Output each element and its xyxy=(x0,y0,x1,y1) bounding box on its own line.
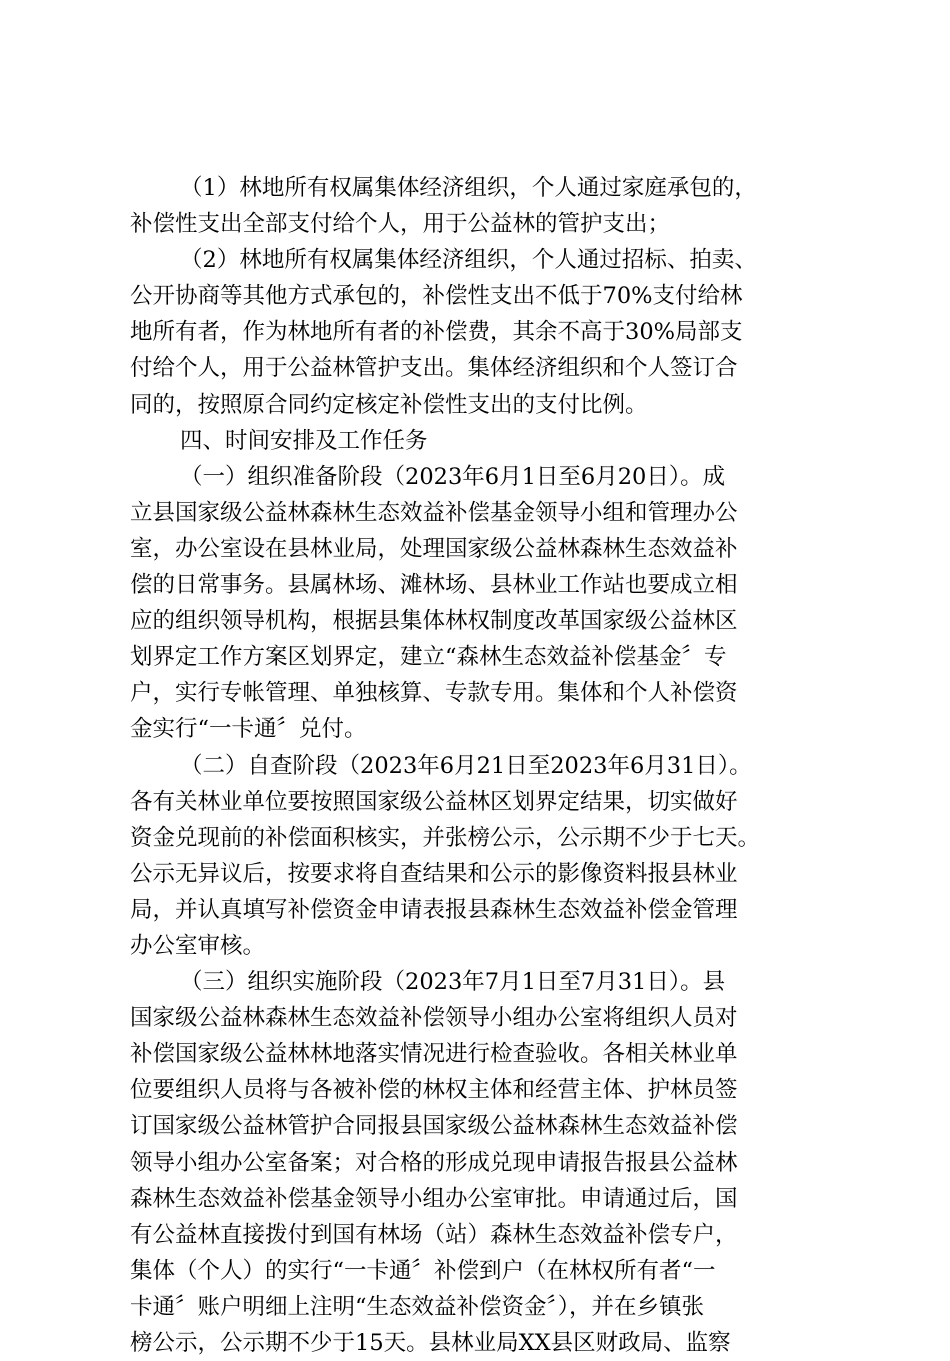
text-line: 各有关林业单位要按照国家级公益林区划界定结果，切实做好 xyxy=(130,788,738,815)
text-line: 卡通〞账户明细上注明“生态效益补偿资金〞），并在乡镇张 xyxy=(130,1293,705,1320)
text-line: 有公益林直接拨付到国有林场（站）森林生态效益补偿专户， xyxy=(130,1221,738,1248)
text-line: （1）林地所有权属集体经济组织，个人通过家庭承包的， xyxy=(180,175,757,201)
text-line: 金实行“一卡通〞兑付。 xyxy=(130,716,367,743)
document-body xyxy=(130,170,850,1361)
text-line: 集体（个人）的实行“一卡通〞补偿到户（在林权所有者“一 xyxy=(130,1257,716,1284)
text-line: 补偿性支出全部支付给个人，用于公益林的管护支出； xyxy=(130,211,671,238)
text-line: 位要组织人员将与各被补偿的林权主体和经营主体、护林员签 xyxy=(130,1077,738,1104)
section-heading: 四、时间安排及工作任务 xyxy=(180,427,428,454)
text-line: 户，实行专帐管理、单独核算、专款专用。集体和个人补偿资 xyxy=(130,680,738,707)
text-line: 地所有者，作为林地所有者的补偿费，其余不高于30%局部支 xyxy=(130,319,743,346)
text-line: （三）组织实施阶段（2023年7月1日至7月31日）。县 xyxy=(180,969,726,996)
text-line: 资金兑现前的补偿面积核实，并张榜公示，公示期不少于七天。 xyxy=(130,824,761,851)
text-line: 划界定工作方案区划界定，建立“森林生态效益补偿基金〞专 xyxy=(130,644,727,671)
text-line: （2）林地所有权属集体经济组织，个人通过招标、拍卖、 xyxy=(180,247,757,274)
text-line: （二）自查阶段（2023年6月21日至2023年6月31日）。 xyxy=(180,752,752,779)
text-line: 国家级公益林森林生态效益补偿领导小组办公室将组织人员对 xyxy=(130,1005,738,1032)
text-line: 付给个人，用于公益林管护支出。集体经济组织和个人签订合 xyxy=(130,355,738,382)
text-line: 公开协商等其他方式承包的，补偿性支出不低于70%支付给林 xyxy=(130,283,743,310)
text-line: 领导小组办公室备案；对合格的形成兑现申请报告报县公益林 xyxy=(130,1149,738,1176)
text-line: 室，办公室设在县林业局，处理国家级公益林森林生态效益补 xyxy=(130,535,738,562)
text-line: 订国家级公益林管护合同报县国家级公益林森林生态效益补偿 xyxy=(130,1113,738,1140)
text-line: 同的，按照原合同约定核定补偿性支出的支付比例。 xyxy=(130,391,648,418)
text-line: 立县国家级公益林森林生态效益补偿基金领导小组和管理办公 xyxy=(130,499,738,526)
text-line: 森林生态效益补偿基金领导小组办公室审批。申请通过后，国 xyxy=(130,1185,738,1212)
text-line: （一）组织准备阶段（2023年6月1日至6月20日）。成 xyxy=(180,463,726,490)
text-line: 榜公示，公示期不少于15天。县林业局XX县区财政局、监察 xyxy=(130,1330,731,1356)
text-line: 偿的日常事务。县属林场、滩林场、县林业工作站也要成立相 xyxy=(130,572,738,599)
text-line: 应的组织领导机构，根据县集体林权制度改革国家级公益林区 xyxy=(130,608,738,635)
text-line: 公示无异议后，按要求将自查结果和公示的影像资料报县林业 xyxy=(130,860,738,887)
text-line: 办公室审核。 xyxy=(130,932,266,959)
text-line: 局，并认真填写补偿资金申请表报县森林生态效益补偿金管理 xyxy=(130,896,738,923)
text-line: 补偿国家级公益林林地落实情况进行检查验收。各相关林业单 xyxy=(130,1041,738,1068)
